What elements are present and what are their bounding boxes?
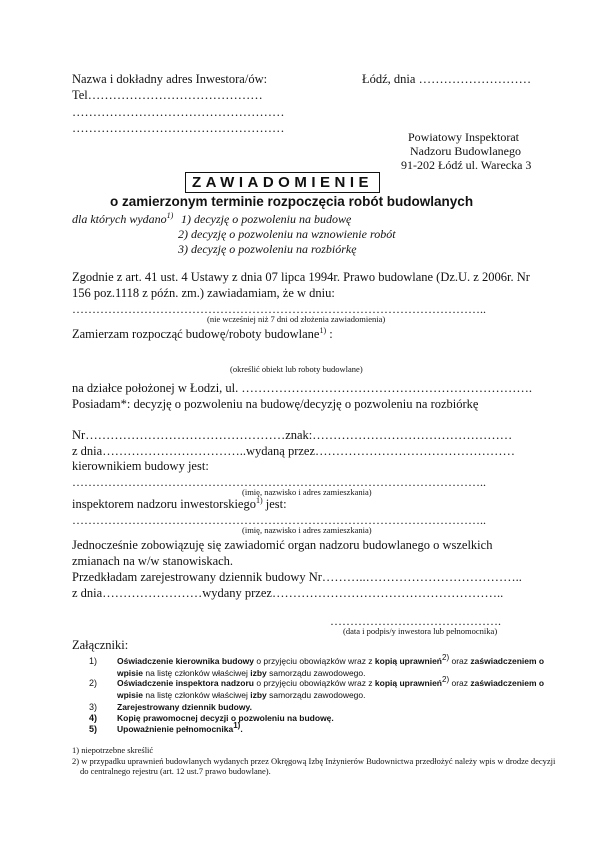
attachment-2: Oświadczenie inspektora nadzoru o przyjęciu obowiązków wraz z kopią uprawnień2) oraz zaświadczeniem o — [117, 675, 545, 688]
address-field-2[interactable]: …………………………………………… — [72, 121, 285, 135]
commitment-line-2: zmianach na w/w stanowiskach. — [72, 554, 234, 568]
legal-basis-line-1: Zgodnie z art. 41 ust. 4 Ustawy z dnia 07 lipca 1994r. Prawo budowlane (Dz.U. z 2006r. Nr — [72, 270, 530, 284]
permit-date-field[interactable]: z dnia……………………………..wydaną przez………………………………………… — [72, 444, 515, 458]
footnote-2: 2) w przypadku uprawnień budowlanych wydanych przez Okręgową Izbę Inżynierów Budownictwa przedłożyć należy wpis w drodze decyzji — [72, 756, 556, 766]
tel-field[interactable]: Tel…………………………………… — [72, 88, 263, 102]
start-date-field[interactable]: ………………………………………………………………………………………….. — [72, 302, 486, 316]
issued-for-option-3[interactable]: 3) decyzję o pozwoleniu na rozbiórkę — [178, 242, 357, 256]
document-subtitle: o zamierzonym terminie rozpoczęcia robót budowlanych — [110, 194, 474, 209]
city-date-field[interactable]: Łódź, dnia ……………………… — [362, 72, 532, 86]
attachment-1: Oświadczenie kierownika budowy o przyjęciu obowiązków wraz z kopią uprawnień2) oraz zaświadczeniem o — [117, 653, 545, 666]
permit-number-field[interactable]: Nr…………………………………………znak:………………………………………… — [72, 428, 513, 442]
issued-for-option-1[interactable]: 1) decyzję o pozwoleniu na budowę — [181, 212, 352, 226]
attachment-4: Kopię prawomocnej decyzji o pozwoleniu na budowę. — [117, 713, 334, 723]
construction-log-date-field[interactable]: z dnia……………………wydany przez……………………………………………….. — [72, 586, 504, 600]
issued-for-option-2[interactable]: 2) decyzję o pozwoleniu na wznowienie robót — [178, 227, 396, 241]
start-date-hint: (nie wcześniej niż 7 dni od złożenia zawiadomienia) — [207, 314, 386, 324]
attachment-1-number: 1) — [89, 656, 98, 666]
plot-address-field[interactable]: na działce położonej w Łodzi, ul. ……………………………………………………………. — [72, 381, 533, 395]
document-title: ZAWIADOMIENIE — [185, 172, 380, 193]
inspector-hint: (imię, nazwisko i adres zamieszkania) — [242, 525, 372, 535]
attachment-1-line-2: wpisie na listę członków właściwej izby samorządu zawodowego. — [117, 668, 366, 678]
object-hint: (określić obiekt lub roboty budowlane) — [230, 364, 363, 374]
investor-label: Nazwa i dokładny adres Inwestora/ów: — [72, 72, 268, 86]
attachment-4-number: 4) — [89, 713, 98, 723]
attachment-2-line-2: wpisie na listę członków właściwej izby samorządu zawodowego. — [117, 690, 366, 700]
issued-for-label: dla których wydano$^{1)}$ — [72, 211, 174, 226]
address-field-1[interactable]: …………………………………………… — [72, 105, 285, 119]
manager-label: kierownikiem budowy jest: — [72, 459, 209, 473]
attachment-2-number: 2) — [89, 678, 98, 688]
manager-field[interactable]: ………………………………………………………………………………………….. — [72, 475, 486, 489]
inspector-field[interactable]: ………………………………………………………………………………………….. — [72, 513, 486, 527]
attachment-3-number: 3) — [89, 702, 98, 712]
intend-label: Zamierzam rozpocząć budowę/roboty budowlane$^{1)}$ : — [72, 325, 333, 341]
footnote-1: 1) niepotrzebne skreślić — [72, 745, 154, 755]
attachment-3: Zarejestrowany dziennik budowy. — [117, 702, 252, 712]
recipient-line-1: Powiatowy Inspektorat — [408, 130, 519, 144]
recipient-line-2: Nadzoru Budowlanego — [410, 144, 521, 158]
attachment-5-number: 5) — [89, 724, 98, 734]
legal-basis-line-2: 156 poz.1118 z późn. zm.) zawiadamiam, że w dniu: — [72, 286, 335, 300]
footnote-2-line-2: do centralnego rejestru (art. 12 ust.7 prawo budowlane). — [80, 766, 271, 776]
signature-hint: (data i podpis/y inwestora lub pełnomocnika) — [343, 626, 498, 636]
recipient-line-3: 91-202 Łódź ul. Warecka 3 — [401, 158, 532, 172]
manager-hint: (imię, nazwisko i adres zamieszkania) — [242, 487, 372, 497]
signature-field[interactable]: ……………………………………. — [330, 614, 501, 628]
permit-type-line[interactable]: Posiadam*: decyzję o pozwoleniu na budowę/decyzję o pozwoleniu na rozbiórkę — [72, 397, 479, 411]
attachments-heading: Załączniki: — [72, 638, 129, 652]
inspector-label: inspektorem nadzoru inwestorskiego$^{1)}$ jest: — [72, 495, 287, 511]
construction-log-field[interactable]: Przedkładam zarejestrowany dziennik budowy Nr………..……………………………….. — [72, 570, 522, 584]
attachment-5: Upoważnienie pełnomocnika1). — [117, 721, 243, 734]
commitment-line-1: Jednocześnie zobowiązuję się zawiadomić organ nadzoru budowlanego o wszelkich — [72, 538, 493, 552]
